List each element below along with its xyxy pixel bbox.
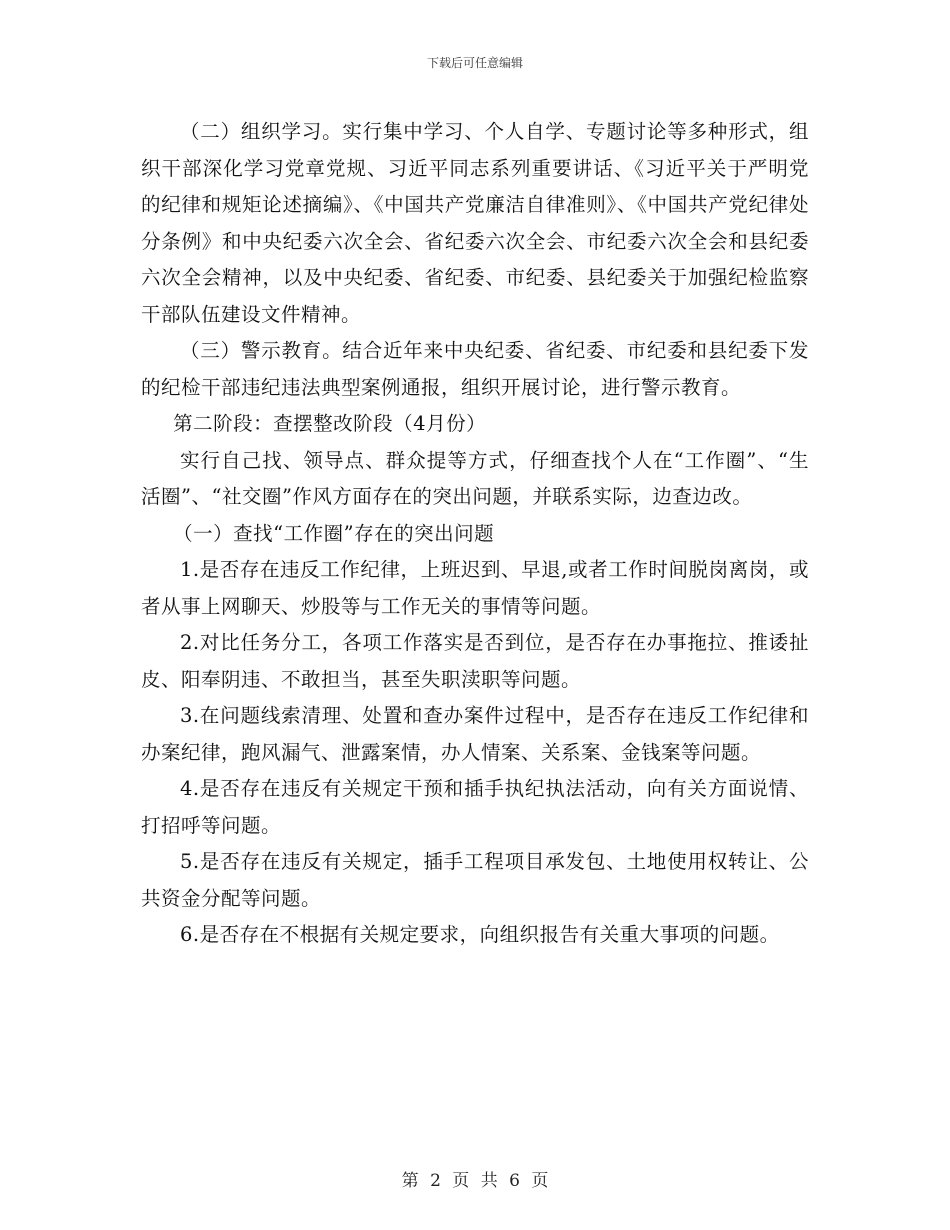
list-item-5: 5.是否存在违反有关规定，插手工程项目承发包、土地使用权转让、公共资金分配等问题。 [141,850,809,910]
list-item-3: 3.在问题线索清理、处置和查办案件过程中，是否存在违反工作纪律和办案纪律，跑风漏气、泄露案情，办人情案、关系案、金钱案等问题。 [141,704,809,764]
paragraph-organize-study: （二）组织学习。实行集中学习、个人自学、专题讨论等多种形式，组织干部深化学习党章党规、习近平同志系列重要讲话、《习近平关于严明党的纪律和规矩论述摘编》、《中国共产党廉洁自律准则》、《中国共产党纪律处分条例》和中央纪委六次全会、省纪委六次全会、市纪委六次全会和县纪委六次全会精神，以及中央纪委、省纪委、市纪委、县纪委关于加强纪检监察干部队伍建设文件精神。 [141,120,809,326]
paragraph-warning-education: （三）警示教育。结合近年来中央纪委、省纪委、市纪委和县纪委下发的纪检干部违纪违法典型案例通报，组织开展讨论，进行警示教育。 [141,339,809,399]
list-item-1: 1.是否存在违反工作纪律，上班迟到、早退,或者工作时间脱岗离岗，或者从事上网聊天、炒股等与工作无关的事情等问题。 [141,558,809,618]
page-header: 下载后可任意编辑 [426,56,523,70]
section-heading-stage-two: 第二阶段：查摆整改阶段（4月份） [173,412,487,435]
paragraph-stage-two-intro: 实行自己找、领导点、群众提等方式，仔细查找个人在“工作圈”、“生活圈”、“社交圈”作风方面存在的突出问题，并联系实际，边查边改。 [141,448,809,508]
list-item-4: 4.是否存在违反有关规定干预和插手执纪执法活动，向有关方面说情、打招呼等问题。 [141,777,809,837]
page-number-footer: 第 2 页 共 6 页 [401,1171,549,1191]
list-item-2: 2.对比任务分工，各项工作落实是否到位，是否存在办事拖拉、推诿扯皮、阳奉阴违、不敢担当，甚至失职渎职等问题。 [141,631,809,691]
document-body [141,114,809,954]
subheading-work-circle: （一）查找“工作圈”存在的突出问题 [173,521,495,545]
list-item-6: 6.是否存在不根据有关规定要求，向组织报告有关重大事项的问题。 [180,923,780,946]
